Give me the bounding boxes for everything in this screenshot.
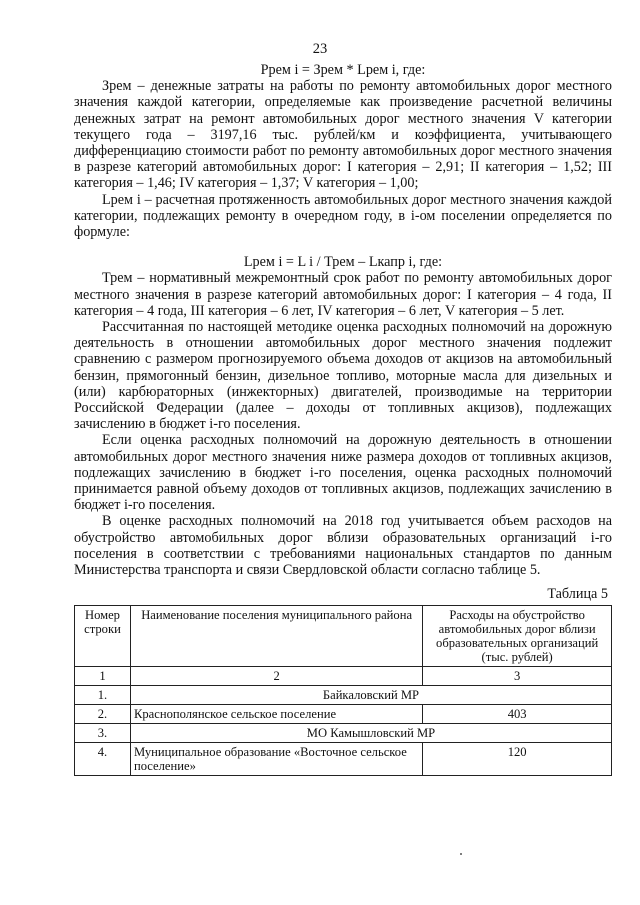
row-number: 1. (75, 685, 131, 704)
row-number: 4. (75, 742, 131, 775)
district-name: Байкаловский МР (130, 685, 611, 704)
page-number: 23 (312, 41, 328, 57)
paragraph-estimate-comparison: Рассчитанная по настоящей методике оценка расходных полномочий на дорожную деятельность в отношении автомобильных дорог местного значения подлежит сравнению с размером прогнозируемого объема доходов от акцизов на автомобильный бензин, прямогонный бензин, дизельное топливо, моторные масла для дизельных и (или) карбюраторных (инжекторных) двигателей, производимые на территории Российской Федерации (далее – доходы от топливных акцизов), подлежащих зачислению в бюджет i-го поселения. (74, 319, 612, 433)
index-cell: 3 (423, 666, 612, 685)
header-expenses: Расходы на обустройство автомобильных дорог вблизи образовательных организаций (тыс. рублей) (423, 605, 612, 666)
formula-repair-length: Lрем i = L i / Трем – Lкапр i, где: (243, 254, 443, 271)
scan-speck (460, 853, 462, 855)
header-settlement-name: Наименование поселения муниципального района (130, 605, 422, 666)
index-cell: 2 (130, 666, 422, 685)
table-row (75, 685, 612, 704)
table-header-row (75, 605, 612, 666)
paragraph-estimate-lower: Если оценка расходных полномочий на дорожную деятельность в отношении автомобильных дорог местного значения ниже размера доходов от топливных акцизов, подлежащих зачислению в бюджет i-го поселения, оценка расходных полномочий принимается равной объему доходов от топливных акцизов, подлежащих зачислению в бюджет i-го поселения. (74, 432, 612, 514)
settlement-name: Муниципальное образование «Восточное сельское поселение» (130, 742, 422, 775)
expenses-table (74, 605, 612, 776)
table-row (75, 742, 612, 775)
expense-value: 403 (423, 704, 612, 723)
row-number: 2. (75, 704, 131, 723)
document-body (74, 62, 612, 776)
table-row (75, 723, 612, 742)
expense-value: 120 (423, 742, 612, 775)
paragraph-lrem: Lрем i – расчетная протяженность автомобильных дорог местного значения каждой категории, подлежащих ремонту в очередном году, в i-ом поселении определяется по формуле: (74, 191, 612, 241)
settlement-name: Краснополянское сельское поселение (130, 704, 422, 723)
table-caption: Таблица 5 (547, 586, 608, 603)
formula-repair-cost: Ррем i = Зрем * Lрем i, где: (260, 62, 426, 78)
paragraph-trem: Трем – нормативный межремонтный срок работ по ремонту автомобильных дорог местного значения в разрезе категорий автомобильных дорог: I категория – 4 года, II категория – 4 года, III категория – 6 лет, IV категория – 6 лет, V категория – 5 лет. (74, 270, 612, 319)
district-name: МО Камышловский МР (130, 723, 611, 742)
header-row-number: Номер строки (75, 605, 131, 666)
table-index-row (75, 666, 612, 685)
row-number: 3. (75, 723, 131, 742)
table-row (75, 704, 612, 723)
paragraph-2018-expenses: В оценке расходных полномочий на 2018 год учитывается объем расходов на обустройство автомобильных дорог вблизи образовательных организаций i-го поселения в соответствии с требованиями национальных стандартов по данным Министерства транспорта и связи Свердловской области согласно таблице 5. (74, 513, 612, 579)
paragraph-zrem: Зрем – денежные затраты на работы по ремонту автомобильных дорог местного значения каждой категории, определяемые как произведение расчетной величины денежных затрат на ремонт автомобильных дорог местного значения V категории текущего года – 3197,16 тыс. рублей/км и коэффициента, учитывающего дифференциацию стоимости работ по ремонту автомобильных дорог местного значения в разрезе категорий автомобильных дорог: I категория – 2,91; II категория – 1,52; III категория – 1,46; IV категория – 1,37; V категория – 1,00; (74, 78, 612, 192)
index-cell: 1 (75, 666, 131, 685)
